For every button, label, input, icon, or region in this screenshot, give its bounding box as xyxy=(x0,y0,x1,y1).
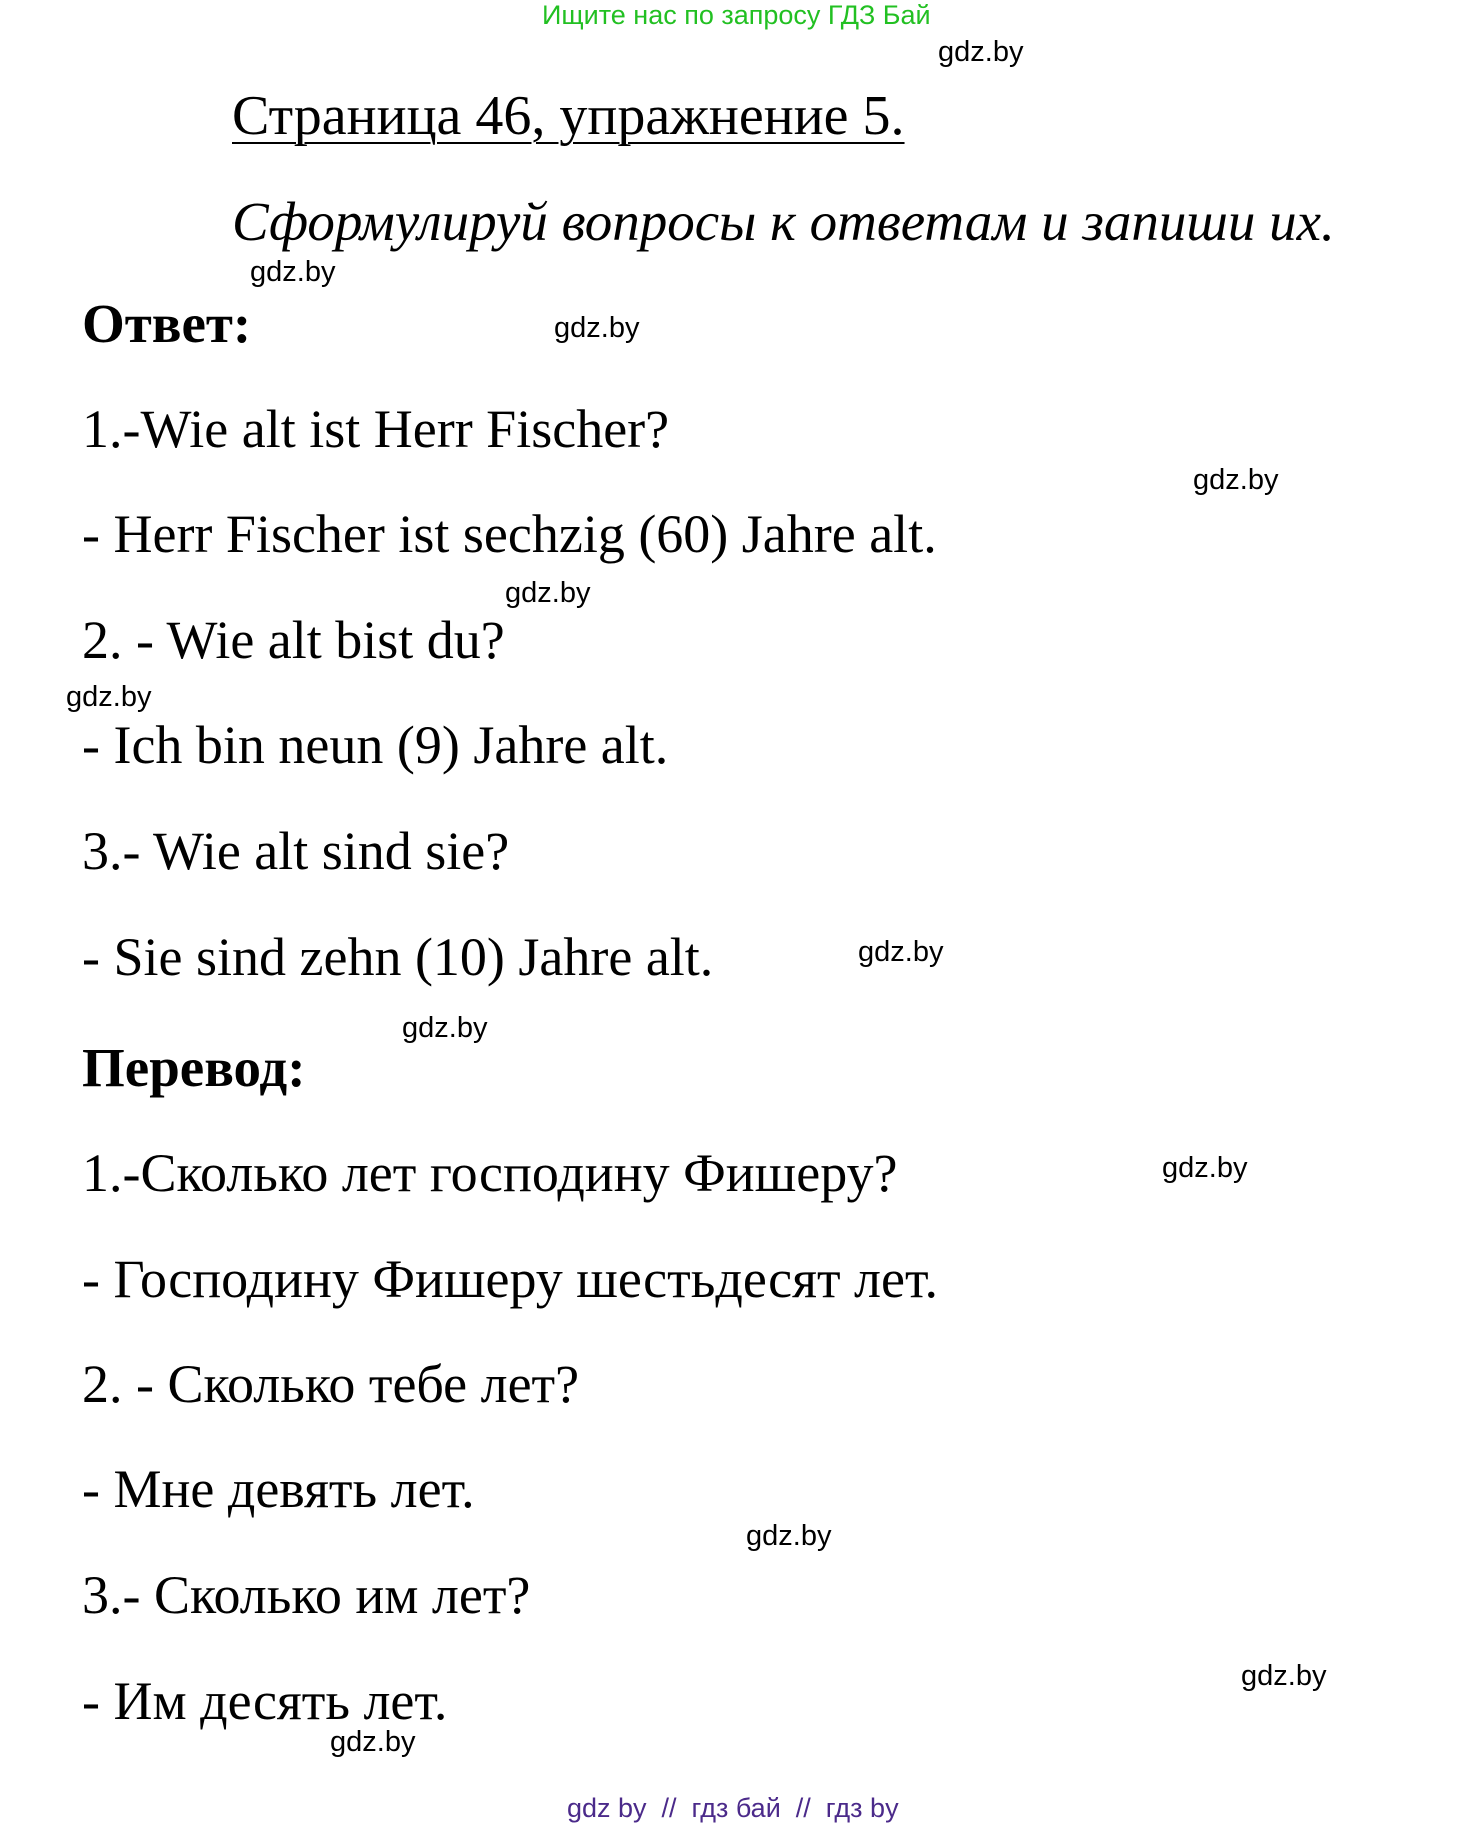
translation-line: 3.- Сколько им лет? xyxy=(82,1565,531,1625)
translation-heading: Перевод: xyxy=(82,1037,306,1098)
watermark: gdz.by xyxy=(505,577,591,609)
watermark: gdz.by xyxy=(1193,464,1279,496)
watermark: gdz.by xyxy=(66,681,152,713)
translation-line: 2. - Сколько тебе лет? xyxy=(82,1354,580,1414)
watermark: gdz.by xyxy=(554,312,640,344)
task-text: Сформулируй вопросы к ответам и запиши их. xyxy=(232,191,1335,252)
translation-line: - Мне девять лет. xyxy=(82,1459,475,1519)
translation-line: - Господину Фишеру шестьдесят лет. xyxy=(82,1249,939,1309)
watermark: gdz.by xyxy=(938,36,1024,68)
translation-line: - Им десять лет. xyxy=(82,1671,448,1731)
answer-line: - Sie sind zehn (10) Jahre alt. xyxy=(82,927,714,987)
answer-heading: Ответ: xyxy=(82,293,252,354)
answer-line: 3.- Wie alt sind sie? xyxy=(82,821,510,881)
watermark: gdz.by xyxy=(1241,1660,1327,1692)
answer-line: - Herr Fischer ist sechzig (60) Jahre alt. xyxy=(82,504,937,564)
answer-line: 2. - Wie alt bist du? xyxy=(82,610,505,670)
watermark: gdz.by xyxy=(330,1726,416,1758)
answer-line: - Ich bin neun (9) Jahre alt. xyxy=(82,715,669,775)
top-banner-link[interactable]: Ищите нас по запросу ГДЗ Бай xyxy=(542,0,931,30)
watermark: gdz.by xyxy=(1162,1152,1248,1184)
answer-line: 1.-Wie alt ist Herr Fischer? xyxy=(82,399,670,459)
footer-links[interactable]: gdz by // гдз бай // гдз by xyxy=(567,1793,899,1823)
translation-line: 1.-Сколько лет господину Фишеру? xyxy=(82,1143,898,1203)
watermark: gdz.by xyxy=(250,256,336,288)
watermark: gdz.by xyxy=(858,936,944,968)
watermark: gdz.by xyxy=(402,1012,488,1044)
watermark: gdz.by xyxy=(746,1520,832,1552)
page-title: Страница 46, упражнение 5. xyxy=(232,85,905,147)
